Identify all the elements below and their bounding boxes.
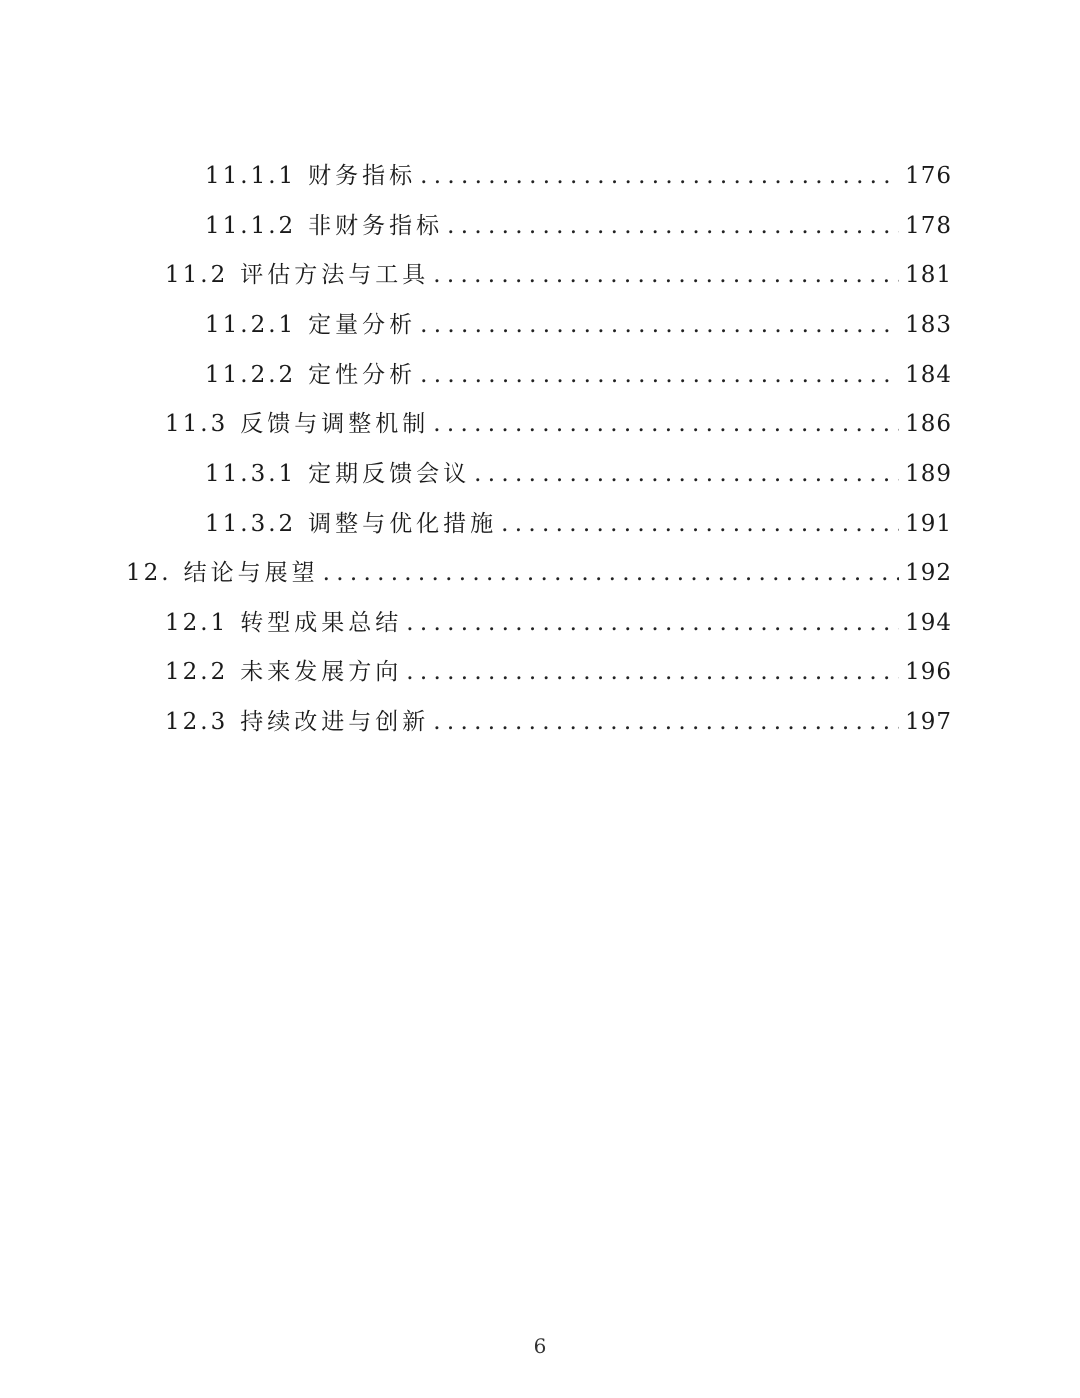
toc-entry-number: 11.1.1 bbox=[205, 163, 297, 189]
toc-entry[interactable] bbox=[205, 156, 952, 196]
toc-entry[interactable] bbox=[165, 404, 952, 444]
toc-entry-number: 11.3 bbox=[165, 411, 229, 437]
toc-entry-number: 11.3.2 bbox=[205, 511, 297, 537]
toc-entry-page: 189 bbox=[905, 461, 952, 487]
toc-entry-page: 197 bbox=[905, 709, 952, 735]
toc-entry-title: 调整与优化措施 bbox=[308, 511, 498, 537]
toc-entry-page: 191 bbox=[905, 511, 952, 537]
toc-entry-number: 11.3.1 bbox=[205, 461, 297, 487]
toc-entry-page: 183 bbox=[905, 312, 952, 338]
toc-dot-leader bbox=[447, 206, 899, 246]
toc-entry-title: 财务指标 bbox=[308, 163, 417, 189]
toc-entry-number: 12.1 bbox=[165, 610, 229, 636]
toc-dot-leader bbox=[420, 355, 899, 395]
toc-dot-leader bbox=[433, 255, 899, 295]
toc-entry-title: 结论与展望 bbox=[183, 560, 319, 586]
toc-dot-leader bbox=[420, 305, 899, 345]
toc-entry-number: 12.2 bbox=[165, 659, 229, 685]
toc-entry-page: 194 bbox=[905, 610, 952, 636]
toc-entry-title: 转型成果总结 bbox=[240, 610, 403, 636]
toc-dot-leader bbox=[420, 156, 899, 196]
toc-entry[interactable] bbox=[205, 454, 952, 494]
toc-entry[interactable] bbox=[165, 652, 952, 692]
toc-entry-title: 持续改进与创新 bbox=[240, 709, 430, 735]
toc-entry-title: 定期反馈会议 bbox=[308, 461, 471, 487]
toc-entry[interactable] bbox=[126, 553, 952, 593]
toc-entry[interactable] bbox=[165, 702, 952, 742]
toc-dot-leader bbox=[501, 504, 899, 544]
toc-entry-number: 11.1.2 bbox=[205, 213, 297, 239]
toc-entry-title: 非财务指标 bbox=[308, 213, 444, 239]
toc-entry[interactable] bbox=[205, 504, 952, 544]
toc-entry-title: 定性分析 bbox=[308, 362, 417, 388]
toc-entry[interactable] bbox=[165, 603, 952, 643]
toc-entry-number: 11.2 bbox=[165, 262, 229, 288]
toc-dot-leader bbox=[406, 603, 899, 643]
toc-dot-leader bbox=[406, 652, 899, 692]
toc-entry[interactable] bbox=[165, 255, 952, 295]
toc-entry[interactable] bbox=[205, 355, 952, 395]
toc-entry-number: 12. bbox=[126, 560, 172, 586]
toc-dot-leader bbox=[433, 702, 899, 742]
toc-entry-title: 未来发展方向 bbox=[240, 659, 403, 685]
toc-entry[interactable] bbox=[205, 305, 952, 345]
toc-entry-page: 184 bbox=[905, 362, 952, 388]
page-number: 6 bbox=[533, 1334, 547, 1358]
toc-entry-page: 176 bbox=[905, 163, 952, 189]
toc-dot-leader bbox=[323, 553, 900, 593]
toc-entry-number: 11.2.2 bbox=[205, 362, 297, 388]
toc-dot-leader bbox=[433, 404, 899, 444]
toc-entry-page: 186 bbox=[905, 411, 952, 437]
toc-entry-page: 181 bbox=[905, 262, 952, 288]
toc-entry-number: 12.3 bbox=[165, 709, 229, 735]
toc-entry[interactable] bbox=[205, 206, 952, 246]
toc-entry-title: 评估方法与工具 bbox=[240, 262, 430, 288]
toc-entry-number: 11.2.1 bbox=[205, 312, 297, 338]
toc-entry-title: 反馈与调整机制 bbox=[240, 411, 430, 437]
toc-entry-page: 178 bbox=[905, 213, 952, 239]
toc-entry-page: 196 bbox=[905, 659, 952, 685]
toc-entry-page: 192 bbox=[905, 560, 952, 586]
toc-entry-title: 定量分析 bbox=[308, 312, 417, 338]
toc-dot-leader bbox=[474, 454, 899, 494]
